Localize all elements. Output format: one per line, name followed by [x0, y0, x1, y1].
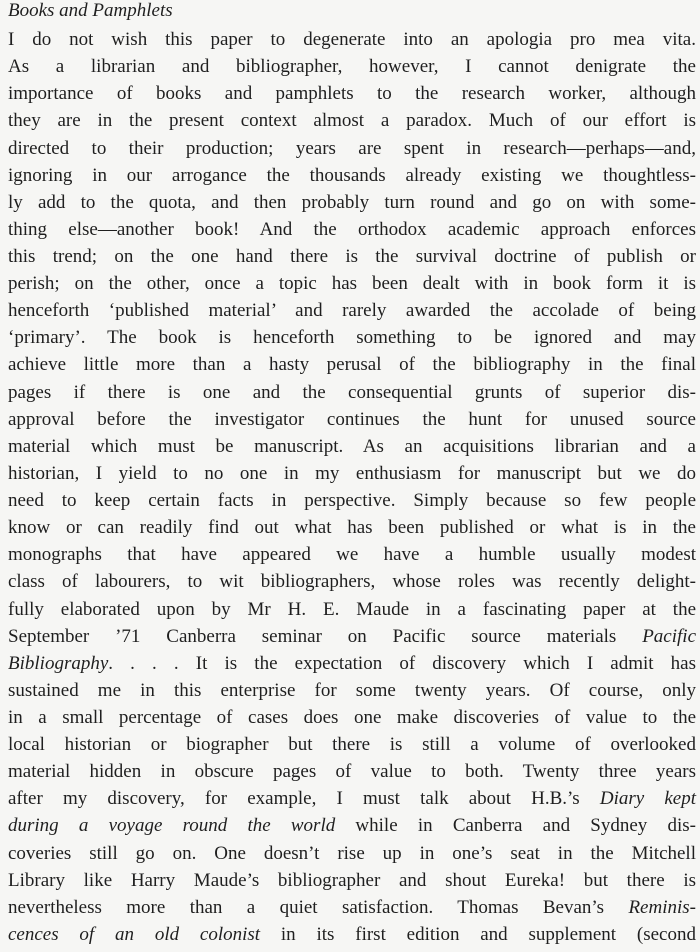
text-line: ly add to the quota, and then probably turn round and go on with some- — [8, 191, 696, 213]
text-line: coveries still go on. One doesn’t rise up in one’s seat in the Mitchell — [8, 842, 696, 864]
text-line — [8, 921, 696, 948]
text-line: sustained me in this enterprise for some twenty years. Of course, only — [8, 679, 696, 701]
text-line: this trend; on the one hand there is the survival doctrine of publish or — [8, 245, 696, 267]
text-line: ‘primary’. The book is henceforth something to be ignored and may — [8, 327, 696, 349]
book-title-italic: during a voyage round the world — [8, 815, 336, 837]
text-line: material which must be manuscript. As an acquisitions librarian and a — [8, 435, 696, 457]
text-line — [8, 650, 696, 677]
text-line: local historian or biographer but there is still a volume of overlooked — [8, 734, 696, 756]
text-line: thing else—another book! And the orthodox academic approach enforces — [8, 218, 696, 240]
text-line: class of labourers, to wit bibliographers, whose roles was recently delight- — [8, 571, 696, 593]
text-line: monographs that have appeared we have a humble usually modest — [8, 544, 696, 566]
text-line: importance of books and pamphlets to the research worker, although — [8, 83, 696, 105]
book-title-italic: Reminis- — [628, 896, 696, 918]
text-line — [8, 894, 696, 921]
text-line: achieve little more than a hasty perusal of the bibliography in the final — [8, 354, 696, 376]
text-run: . . . . It is the expectation of discovery which I admit has — [108, 652, 696, 674]
text-line: perish; on the other, once a topic has been dealt with in book form it is — [8, 273, 696, 295]
text-line: Library like Harry Maude’s bibliographer and shout Eureka! but there is — [8, 869, 696, 891]
book-title-italic: cences of an old colonist — [8, 923, 261, 945]
text-line — [8, 785, 696, 812]
book-title-italic: Pacific — [642, 625, 696, 647]
text-line: pages if there is one and the consequential grunts of superior dis- — [8, 381, 696, 403]
text-line: historian, I yield to no one in my enthusiasm for manuscript but we do — [8, 462, 696, 484]
book-title-italic: Bibliography — [8, 652, 109, 674]
text-line: know or can readily find out what has been published or what is in the — [8, 517, 696, 539]
text-line: henceforth ‘published material’ and rarely awarded the accolade of being — [8, 300, 696, 322]
text-line: in a small percentage of cases does one make discoveries of value to the — [8, 706, 696, 728]
text-line — [8, 812, 696, 839]
text-line: need to keep certain facts in perspective. Simply because so few people — [8, 490, 696, 511]
text-run: after my discovery, for example, I must talk about H.B.’s — [8, 788, 600, 810]
text-run: nevertheless more than a quiet satisfaction. Thomas Bevan’s — [8, 896, 629, 918]
book-title-italic: Diary kept — [599, 788, 696, 810]
text-run: while in Canberra and Sydney dis- — [335, 815, 696, 837]
text-line: As a librarian and bibliographer, however, I cannot denigrate the — [8, 56, 696, 78]
text-line: approval before the investigator continues the hunt for unused source — [8, 408, 696, 430]
text-line: material hidden in obscure pages of value to both. Twenty three years — [8, 761, 696, 783]
section-heading: Books and Pamphlets — [8, 0, 173, 21]
text-line — [8, 623, 696, 650]
text-line: fully elaborated upon by Mr H. E. Maude in a fascinating paper at the — [8, 598, 696, 620]
text-line: they are in the present context almost a paradox. Much of our effort is — [8, 110, 696, 132]
text-run: September ’71 Canberra seminar on Pacific source materials — [8, 625, 643, 647]
text-line: I do not wish this paper to degenerate into an apologia pro mea vita. — [8, 29, 696, 50]
text-line: directed to their production; years are spent in research—perhaps—and, — [8, 137, 696, 159]
text-line: ignoring in our arrogance the thousands already existing we thoughtless- — [8, 164, 696, 186]
text-run: in its first edition and supplement (second — [260, 923, 696, 945]
